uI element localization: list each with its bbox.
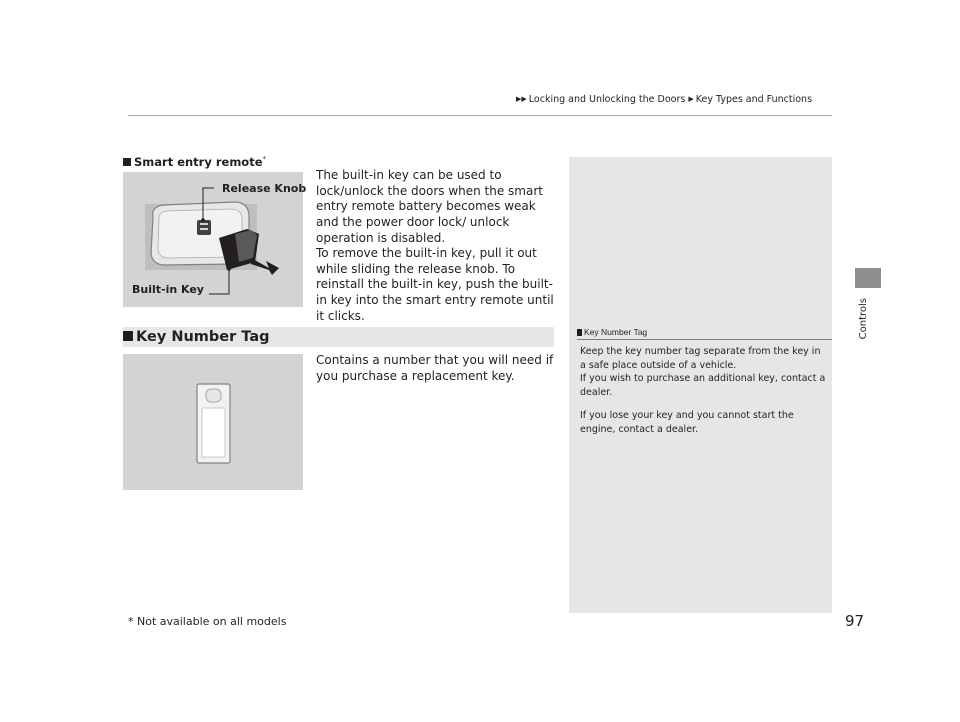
header-divider — [128, 115, 832, 116]
footnote: * Not available on all models — [128, 615, 287, 628]
breadcrumb-item-key-types: Key Types and Functions — [695, 94, 813, 105]
note-paragraph: If you lose your key and you cannot start the engine, contact a dealer. — [580, 410, 794, 435]
section-bullet-icon — [123, 158, 131, 166]
arrow-icon: ▶ — [688, 95, 694, 103]
key-number-tag-illustration — [123, 354, 303, 490]
note-marker-icon — [577, 329, 582, 336]
double-arrow-icon: ▶▶ — [516, 95, 527, 103]
key-tag-icon — [123, 354, 303, 490]
section-heading-text: Smart entry remote — [134, 155, 263, 169]
key-number-tag-paragraph: Contains a number that you will need if you purchase a replacement key. — [316, 353, 554, 383]
section-bullet-icon — [123, 331, 133, 341]
section-heading-text: Key Number Tag — [136, 329, 270, 345]
page-number: 97 — [845, 612, 865, 630]
breadcrumb — [516, 94, 812, 105]
section-heading-smart-entry — [123, 155, 266, 169]
callout-built-in-key: Built-in Key — [132, 283, 204, 296]
breadcrumb-item-doors: Locking and Unlocking the Doors — [528, 94, 686, 105]
footnote-mark: * — [262, 155, 267, 164]
section-heading-key-number-tag — [123, 327, 269, 347]
note-title — [577, 327, 647, 337]
note-body — [580, 345, 826, 446]
smart-entry-paragraph-2: To remove the built-in key, pull it out while sliding the release knob. To reinstall the built-in key, push the built-in key into the smart entry remote until it clicks. — [316, 246, 554, 323]
chapter-tab-marker — [855, 268, 881, 288]
chapter-label: Controls — [858, 298, 869, 340]
smart-entry-paragraph-1: The built-in key can be used to lock/unlock the doors when the smart entry remote battery becomes weak and the power door lock/ unlock operation is disabled. — [316, 168, 543, 245]
note-divider — [577, 339, 832, 340]
callout-release-knob: Release Knob — [222, 182, 307, 195]
note-title-text: Key Number Tag — [584, 327, 648, 337]
note-paragraph: Keep the key number tag separate from the key in a safe place outside of a vehicle. If you wish to purchase an additional key, contact a dealer. — [580, 346, 826, 398]
